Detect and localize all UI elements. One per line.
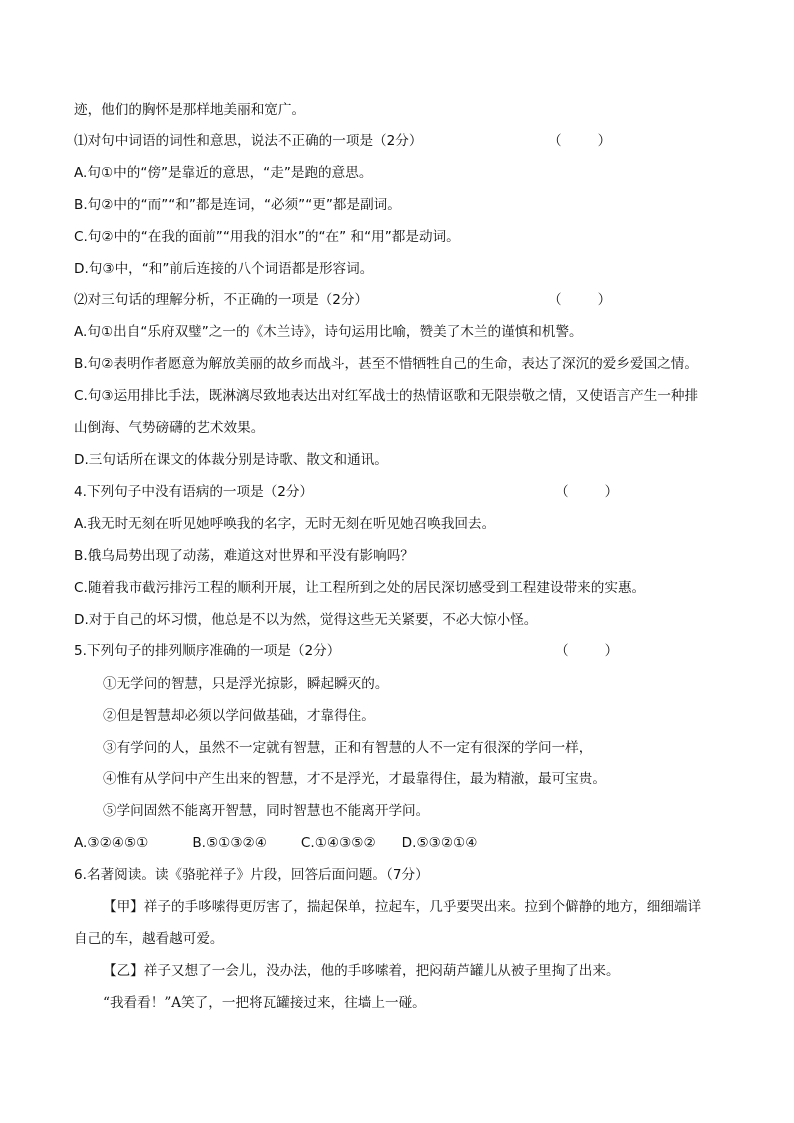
question-3-2-option-c: C.句③运用排比手法，既淋漓尽致地表达出对红军战士的热情讴歌和无限崇敬之情，又使语言产生一种排 xyxy=(74,388,699,404)
question-3-2-stem: ⑵对三句话的理解分析，不正确的一项是（2分） xyxy=(74,292,369,308)
question-4-option-c: C.随着我市截污排污工程的顺利开展，让工程所到之处的居民深切感受到工程建设带来的实惠。 xyxy=(74,580,646,596)
question-5-sentence-5: ⑤学问固然不能离开智慧，同时智慧也不能离开学问。 xyxy=(103,803,430,819)
answer-blank: （ ） xyxy=(555,643,619,659)
question-5-sentence-2: ②但是智慧却必须以学问做基础，才靠得住。 xyxy=(103,708,375,724)
question-5-stem: 5.下列句子的排列顺序准确的一项是（2分） xyxy=(74,643,341,659)
question-3-2-option-d: D.三句话所在课文的体裁分别是诗歌、散文和通讯。 xyxy=(74,452,388,468)
answer-blank: （ ） xyxy=(548,292,612,308)
answer-blank: （ ） xyxy=(548,133,612,149)
question-5-option-d: D.⑤③②①④ xyxy=(401,835,478,851)
excerpt-quote-line: “我看看！”A笑了，一把将瓦罐接过来，往墙上一碰。 xyxy=(103,995,426,1011)
question-5-sentence-4: ④惟有从学问中产生出来的智慧，才不是浮光，才最靠得住，最为精澈，最可宝贵。 xyxy=(103,771,606,787)
question-5-option-c: C.①④③⑤② xyxy=(300,835,376,851)
question-4-stem: 4.下列句子中没有语病的一项是（2分） xyxy=(74,484,314,500)
question-3-1-option-c: C.句②中的“在我的面前”“用我的泪水”的“在” 和“用”都是动词。 xyxy=(74,229,460,245)
question-6-stem: 6.名著阅读。读《骆驼祥子》片段，回答后面问题。（7分） xyxy=(74,867,429,883)
question-5-sentence-1: ①无学问的智慧，只是浮光掠影，瞬起瞬灭的。 xyxy=(103,676,389,692)
passage-fragment-line: 迹，他们的胸怀是那样地美丽和宽广。 xyxy=(74,102,306,118)
question-3-2-option-c-continued: 山倒海、气势磅礴的艺术效果。 xyxy=(74,420,265,436)
question-3-2-option-a: A.句①出自“乐府双璧”之一的《木兰诗》，诗句运用比喻，赞美了木兰的谨慎和机警。 xyxy=(74,324,583,340)
question-3-2-option-b: B.句②表明作者愿意为解放美丽的故乡而战斗，甚至不惜牺牲自己的生命，表达了深沉的爱乡爱国之情。 xyxy=(74,356,698,372)
question-5-options xyxy=(74,833,734,853)
question-4-option-b: B.俄乌局势出现了动荡，难道这对世界和平没有影响吗？ xyxy=(74,548,414,564)
question-4-option-a: A.我无时无刻在听见她呼唤我的名字，无时无刻在听见她召唤我回去。 xyxy=(74,516,496,532)
excerpt-yi-line: 【乙】祥子又想了一会儿，没办法，他的手哆嗦着，把闷葫芦罐儿从被子里掏了出来。 xyxy=(103,963,620,979)
excerpt-jia-line-1: 【甲】祥子的手哆嗦得更厉害了，揣起保单，拉起车，几乎要哭出来。拉到个僻静的地方，细细端详 xyxy=(103,899,702,915)
question-5-option-b: B.⑤①③②④ xyxy=(192,835,267,851)
excerpt-jia-line-2: 自己的车，越看越可爱。 xyxy=(74,931,224,947)
question-4-option-d: D.对于自己的坏习惯，他总是不以为然，觉得这些无关紧要，不必大惊小怪。 xyxy=(74,612,538,628)
question-3-1-option-d: D.句③中，“和”前后连接的八个词语都是形容词。 xyxy=(74,261,374,277)
question-3-1-option-b: B.句②中的“而”“和”都是连词，“必须”“更”都是副词。 xyxy=(74,197,401,213)
question-5-option-a: A.③②④⑤① xyxy=(74,835,149,851)
question-3-1-option-a: A.句①中的“傍”是靠近的意思，“走”是跑的意思。 xyxy=(74,165,373,181)
question-3-1-stem: ⑴对句中词语的词性和意思，说法不正确的一项是（2分） xyxy=(74,133,423,149)
question-5-sentence-3: ③有学问的人，虽然不一定就有智慧，正和有智慧的人不一定有很深的学问一样， xyxy=(103,740,593,756)
answer-blank: （ ） xyxy=(555,484,619,500)
